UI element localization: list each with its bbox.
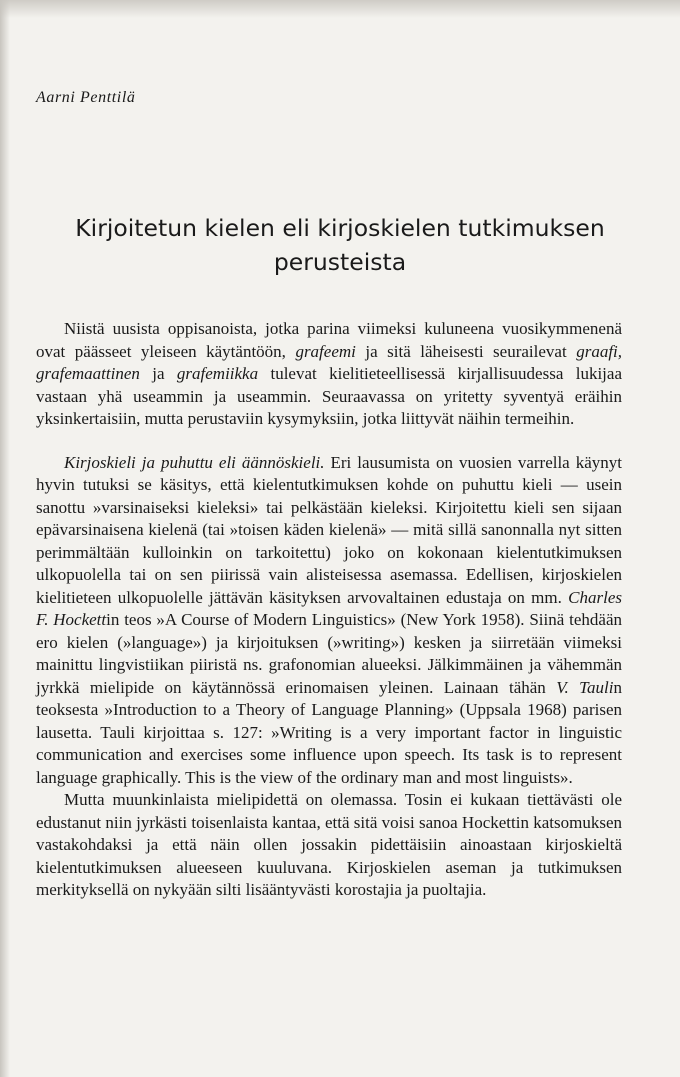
page-edge-shadow-top [0, 0, 680, 18]
p1-text-d: tulevat kielitieteellisessä kirjallisuudessa lukijaa vastaan yhä useammin ja useammin. Seuraavassa on yritetty syventyä eräihin yksinkertaisiin, mutta perustaviin kysymyksiin, jotka liittyvät näihin termeihin. [36, 364, 622, 428]
section-heading-inline: Kirjoskieli ja puhuttu eli äännöskieli. [64, 452, 325, 472]
name-tauli: V. Tauli [556, 677, 614, 697]
p1-text-b: ja sitä läheisesti seurailevat [355, 341, 577, 361]
p2-text-b: in teos »A Course of Modern Linguistics» (New York 1958). Siinä tehdään ero kielen (»language») ja kirjoituksen (»writing») kesken ja siirretään viimeksi mainittu lingvistiikan piiristä ns. grafonomian alueeksi. Jälkimmäinen ja vähemmän jyrkkä mielipide on käytännössä erinomaisen yleinen. Lainaan tähän [36, 610, 622, 697]
p1-text-a: Niistä uusista oppisanoista, jotka parina viimeksi kuluneena vuosikymmenenä ovat päässeet yleiseen käytäntöön, [36, 319, 622, 361]
term-grafeemi: grafeemi [295, 341, 356, 361]
article-body [36, 318, 622, 902]
article-title [30, 211, 650, 279]
paragraph-1 [36, 318, 622, 431]
title-line-2: perusteista [273, 247, 407, 276]
name-hockett: Charles F. Hockett [36, 587, 622, 629]
term-grafemiikka: grafemiikka [176, 364, 259, 383]
p1-text-c: ja [139, 364, 177, 383]
paragraph-2 [36, 452, 622, 790]
p2-text-c: n teoksesta »Introduction to a Theory of Language Planning» (Uppsala 1968) parisen lausetta. Tauli kirjoittaa s. 127: »Writing is a very important factor in linguistic communication and exercises some influence upon speech. Its task is to represent language graphically. This is the view of the ordinary man and most linguists». [36, 677, 622, 787]
p3-text-a: Mutta muunkinlaista mielipidettä on olemassa. Tosin ei kukaan tiettävästi ole edustanut niin jyrkästi toisenlaista kantaa, että sitä voisi sanoa Hockettin katsomuksen vastakohdaksi ja että näin ollen jossakin pidettäisiin ainoastaan kirjoskieltä kielentutkimuksen alueeseen kuuluvana. Kirjoskielen aseman ja tutkimuksen merkityksellä on nykyään silti lisääntyvästi korostajia ja puoltajia. [36, 790, 622, 899]
term-graafi-grafemaattinen: graafi, grafemaattinen [36, 341, 623, 383]
author-name: Aarni Penttilä [36, 89, 136, 106]
p2-text-a: Eri lausumista on vuosien varrella käynyt hyvin tutuksi se käsitys, että kielentutkimuksen kohde on puhuttu kieli — usein sanottu »varsinaiseksi kieleksi» tai pelkästään kieleksi. Kirjoitettu kieli sen sijaan epävarsinaisena kielenä (tai »toisen käden kielenä» — mitä sillä sanonnalla nyt sitten perimmältään kulloinkin on tarkoitettu) joko on kokonaan kielentutkimuksen ulkopuolella tai on sen piirissä vain alisteisessa asemassa. Edellisen, kirjoskielen kielitieteen ulkopuolelle jättävän käsityksen arvovaltainen edustaja on mm. [36, 452, 622, 607]
paragraph-3 [36, 789, 622, 902]
page-edge-shadow-left [0, 0, 10, 1077]
title-line-1: Kirjoitetun kielen eli kirjoskielen tutkimuksen [75, 213, 605, 242]
